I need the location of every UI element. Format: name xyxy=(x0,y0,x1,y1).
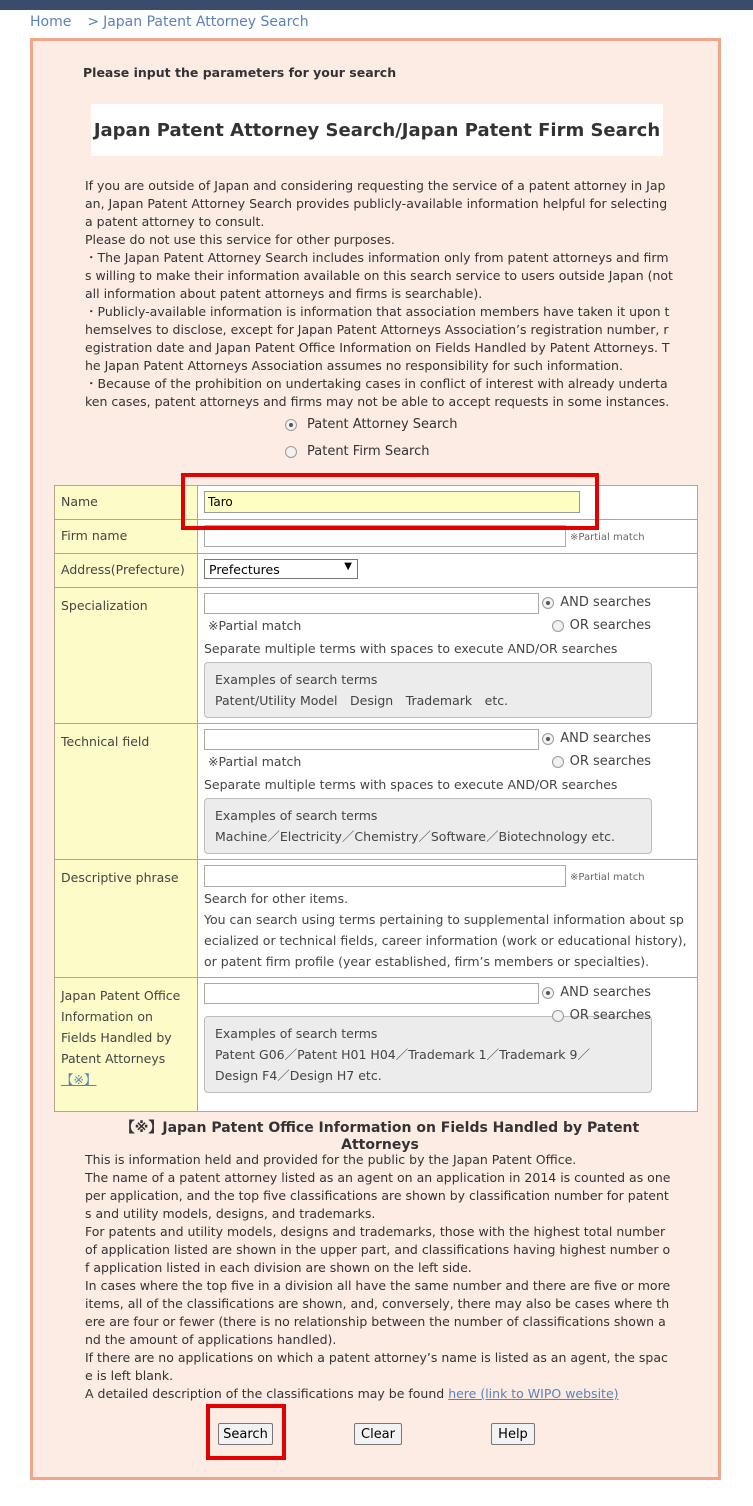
jpo-paragraph: For patents and utility models, designs and trademarks, those with the highest total number of application listed are shown in the upper part, and classifications having highest number of application listed in each division are shown on the left side. xyxy=(85,1224,671,1275)
patent-attorney-search-label: Patent Attorney Search xyxy=(307,417,458,432)
patent-firm-search-label: Patent Firm Search xyxy=(307,444,430,459)
radio-unselected-icon[interactable] xyxy=(552,620,564,632)
search-button[interactable]: Search xyxy=(218,1423,273,1445)
and-label: AND searches xyxy=(560,731,651,746)
jpo-info-cell xyxy=(198,978,698,1112)
breadcrumb-home-link[interactable]: Home xyxy=(30,14,72,30)
wipo-link[interactable]: here (link to WIPO website) xyxy=(448,1386,619,1401)
jpo-info-examples xyxy=(204,1016,652,1093)
jpo-info-label xyxy=(55,978,198,1112)
intro-paragraph: ・Because of the prohibition on undertaking cases in conflict of interest with already undertaken cases, patent attorneys and firms may not be able to accept requests in some instances. xyxy=(85,376,670,409)
specialization-field-cell xyxy=(198,588,698,724)
jpo-paragraph: The name of a patent attorney listed as an agent on an application in 2014 is counted as one per application, and the top five classifications are shown by classification number for patents and utility models, designs, and trademarks. xyxy=(85,1170,671,1221)
firm-name-label: Firm name xyxy=(55,520,198,554)
jpo-paragraph: If there are no applications on which a patent attorney’s name is listed as an agent, the space is left blank. xyxy=(85,1350,668,1383)
radio-selected-icon[interactable] xyxy=(542,733,554,745)
separate-terms-note: Separate multiple terms with spaces to execute AND/OR searches xyxy=(204,777,618,792)
intro-text xyxy=(85,177,673,411)
technical-field-cell xyxy=(198,724,698,860)
examples-text: Design F4／Design H7 etc. xyxy=(215,1068,382,1083)
form-row-jpo-info xyxy=(55,978,698,1112)
breadcrumb xyxy=(30,14,309,30)
form-row-specialization xyxy=(55,588,698,724)
radio-selected-icon[interactable] xyxy=(542,987,554,999)
form-row-technical-field xyxy=(55,724,698,860)
form-row-address xyxy=(55,554,698,588)
radio-selected-icon[interactable] xyxy=(285,419,297,431)
breadcrumb-separator: > xyxy=(87,14,100,30)
jpo-section-title: 【※】Japan Patent Office Information on Fields Handled by Patent Attorneys xyxy=(120,1120,640,1153)
radio-unselected-icon[interactable] xyxy=(552,1010,564,1022)
radio-unselected-icon[interactable] xyxy=(285,446,297,458)
prefecture-select-value: Prefectures xyxy=(209,562,280,577)
and-label: AND searches xyxy=(560,985,651,1000)
descriptive-note-1: Search for other items. xyxy=(204,891,349,906)
radio-unselected-icon[interactable] xyxy=(552,756,564,768)
intro-paragraph: Please do not use this service for other purposes. xyxy=(85,232,395,247)
technical-field-label: Technical field xyxy=(55,724,198,860)
top-bar xyxy=(0,0,753,10)
intro-paragraph: ・The Japan Patent Attorney Search includes information only from patent attorneys and firms willing to make their information available on this search service to users outside Japan (not all information about patent attorneys and firms is searchable). xyxy=(85,250,673,301)
name-highlight-box xyxy=(181,473,599,530)
partial-match-note: ※Partial match xyxy=(570,532,645,543)
descriptive-phrase-cell xyxy=(198,860,698,978)
technical-field-input[interactable] xyxy=(204,729,539,750)
clear-button[interactable]: Clear xyxy=(354,1423,402,1445)
separate-terms-note: Separate multiple terms with spaces to execute AND/OR searches xyxy=(204,641,618,656)
help-button[interactable]: Help xyxy=(491,1423,535,1445)
jpo-section-text xyxy=(85,1151,673,1403)
jpo-paragraph-last xyxy=(85,1385,673,1403)
specialization-and-radio[interactable] xyxy=(542,595,651,610)
jpo-info-label-text: Japan Patent Office Information on Fields Handled by Patent Attorneys xyxy=(61,988,181,1066)
name-label: Name xyxy=(55,486,198,520)
specialization-or-radio[interactable] xyxy=(552,618,651,633)
and-label: AND searches xyxy=(560,595,651,610)
partial-match-note: ※Partial match xyxy=(208,754,302,769)
or-label: OR searches xyxy=(569,754,651,769)
form-row-descriptive-phrase xyxy=(55,860,698,978)
dropdown-arrow-icon: ▼ xyxy=(344,561,352,572)
intro-paragraph: ・Publicly-available information is information that association members have taken it upon themselves to disclose, except for Japan Patent Attorneys Association’s registration number, registration date and Japan Patent Office Information on Fields Handled by Patent Attorneys. The Japan Patent Attorneys Association assumes no responsibility for such information. xyxy=(85,304,670,373)
page-title: Japan Patent Attorney Search/Japan Patent Firm Search xyxy=(91,104,663,156)
specialization-examples xyxy=(204,662,652,718)
descriptive-note-2: You can search using terms pertaining to supplemental information about specialized or technical fields, career information (work or educational history), or patent firm profile (year established, firm’s members or specialties). xyxy=(204,912,687,969)
examples-heading: Examples of search terms xyxy=(215,672,378,687)
examples-heading: Examples of search terms xyxy=(215,1026,378,1041)
address-label: Address(Prefecture) xyxy=(55,554,198,588)
partial-match-note: ※Partial match xyxy=(570,872,645,883)
intro-paragraph: If you are outside of Japan and considering requesting the service of a patent attorney in Japan, Japan Patent Attorney Search provides publicly-available information helpful for selecting a patent attorney to consult. xyxy=(85,178,668,229)
search-highlight-box xyxy=(206,1404,286,1460)
search-panel xyxy=(30,38,721,1480)
technical-field-examples xyxy=(204,798,652,854)
specialization-label: Specialization xyxy=(55,588,198,724)
jpo-paragraph: In cases where the top five in a division all have the same number and there are five or more items, all of the classifications are shown, and, conversely, there may also be cases where there are four or fewer (there is no relationship between the number of classifications shown and the amount of applications handled). xyxy=(85,1278,671,1347)
breadcrumb-current[interactable]: Japan Patent Attorney Search xyxy=(103,14,309,30)
jpo-info-and-radio[interactable] xyxy=(542,985,651,1000)
jpo-info-note-link[interactable]: 【※】 xyxy=(61,1072,97,1087)
or-label: OR searches xyxy=(569,618,651,633)
examples-text: Patent G06／Patent H01 H04／Trademark 1／Trademark 9／ xyxy=(215,1047,590,1062)
technical-field-or-radio[interactable] xyxy=(552,754,651,769)
jpo-info-input[interactable] xyxy=(204,983,539,1004)
partial-match-note: ※Partial match xyxy=(208,618,302,633)
address-field-cell xyxy=(198,554,698,588)
specialization-input[interactable] xyxy=(204,593,539,614)
descriptive-phrase-input[interactable] xyxy=(204,865,566,887)
or-label: OR searches xyxy=(569,1008,651,1023)
technical-field-and-radio[interactable] xyxy=(542,731,651,746)
jpo-info-or-radio[interactable] xyxy=(552,1008,651,1023)
search-form-table xyxy=(54,485,698,1112)
examples-heading: Examples of search terms xyxy=(215,808,378,823)
radio-selected-icon[interactable] xyxy=(542,597,554,609)
examples-text: Machine／Electricity／Chemistry／Software／Biotechnology etc. xyxy=(215,829,615,844)
prefecture-select[interactable] xyxy=(204,559,358,579)
examples-text: Patent/Utility Model Design Trademark etc. xyxy=(215,693,509,708)
search-prompt: Please input the parameters for your search xyxy=(83,65,397,80)
descriptive-phrase-label: Descriptive phrase xyxy=(55,860,198,978)
jpo-paragraph: This is information held and provided for the public by the Japan Patent Office. xyxy=(85,1152,577,1167)
wipo-link-prefix: A detailed description of the classifications may be found xyxy=(85,1386,449,1401)
patent-attorney-search-radio[interactable] xyxy=(285,417,457,432)
patent-firm-search-radio[interactable] xyxy=(285,444,430,459)
